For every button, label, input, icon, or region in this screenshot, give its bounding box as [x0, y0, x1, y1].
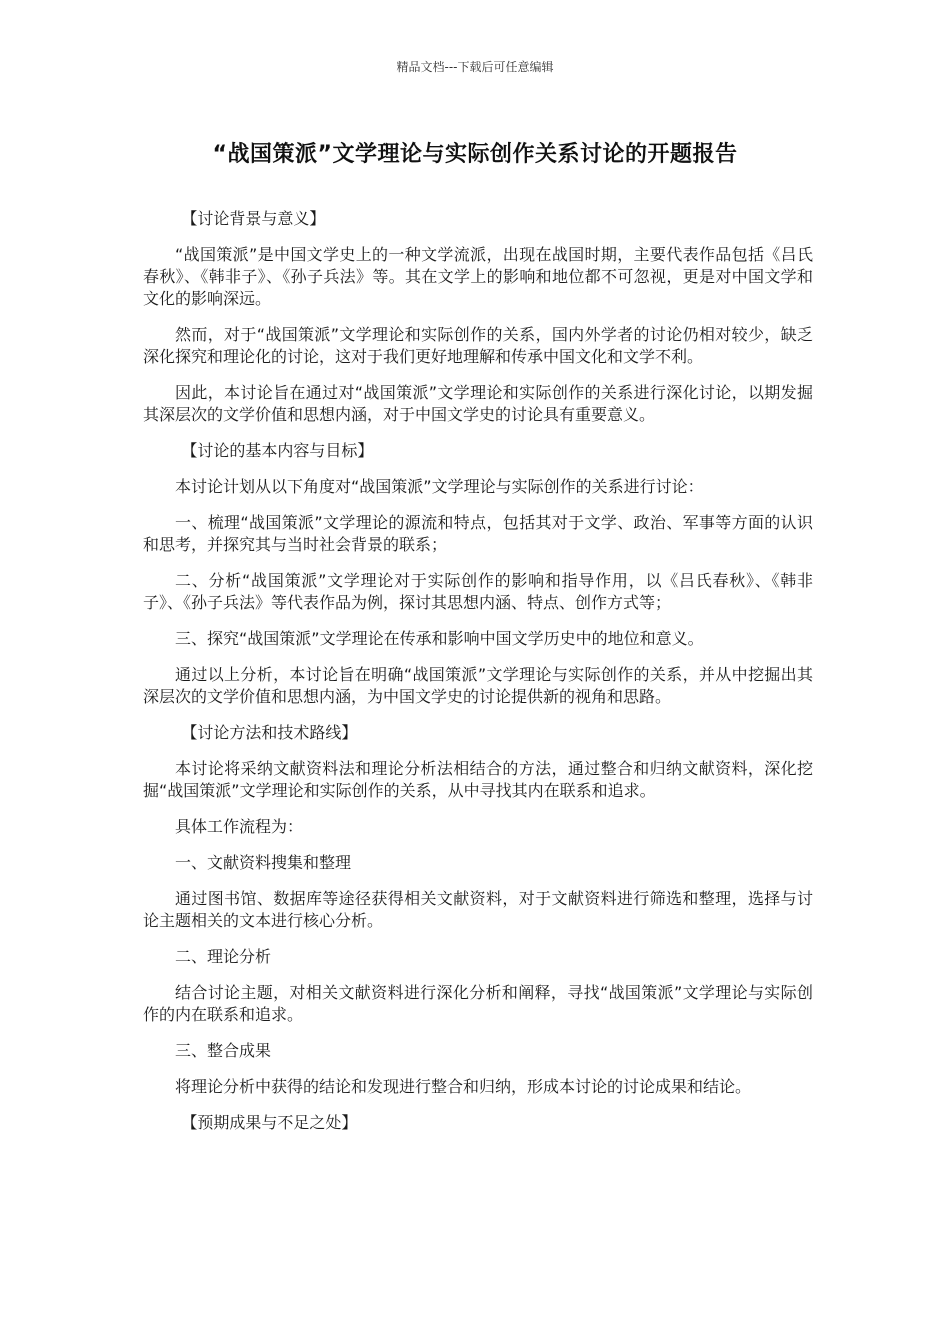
- paragraph: 通过以上分析，本讨论旨在明确“战国策派”文学理论与实际创作的关系，并从中挖掘出其深层次的文学价值和思想内涵，为中国文学史的讨论提供新的视角和思路。: [143, 665, 813, 706]
- paragraph: 因此，本讨论旨在通过对“战国策派”文学理论和实际创作的关系进行深化讨论，以期发掘其深层次的文学价值和思想内涵，对于中国文学史的讨论具有重要意义。: [143, 383, 813, 424]
- step-heading: 三、整合成果: [175, 1041, 272, 1060]
- document-title: “战国策派”文学理论与实际创作关系讨论的开题报告: [212, 142, 738, 167]
- section-heading-content-goals: 【讨论的基本内容与目标】: [181, 441, 374, 460]
- paragraph: 通过图书馆、数据库等途径获得相关文献资料，对于文献资料进行筛选和整理，选择与讨论主题相关的文本进行核心分析。: [143, 889, 813, 930]
- step-heading: 一、文献资料搜集和整理: [175, 853, 352, 872]
- paragraph: 结合讨论主题，对相关文献资料进行深化分析和阐释，寻找“战国策派”文学理论与实际创作的内在联系和追求。: [143, 983, 813, 1024]
- paragraph: “战国策派”是中国文学史上的一种文学流派，出现在战国时期，主要代表作品包括《吕氏春秋》、《韩非子》、《孙子兵法》等。其在文学上的影响和地位都不可忽视，更是对中国文学和文化的影响深远。: [143, 245, 813, 308]
- document-body: [143, 208, 813, 1148]
- page-header-note: 精品文档---下载后可任意编辑: [396, 60, 554, 74]
- list-item: 二、分析“战国策派”文学理论对于实际创作的影响和指导作用，以《吕氏春秋》、《韩非子》、《孙子兵法》等代表作品为例，探讨其思想内涵、特点、创作方式等；: [143, 571, 813, 612]
- list-item: 一、梳理“战国策派”文学理论的源流和特点，包括其对于文学、政治、军事等方面的认识和思考，并探究其与当时社会背景的联系；: [143, 513, 813, 554]
- paragraph: 将理论分析中获得的结论和发现进行整合和归纳，形成本讨论的讨论成果和结论。: [175, 1077, 752, 1096]
- list-item: 三、探究“战国策派”文学理论在传承和影响中国文学历史中的地位和意义。: [175, 629, 704, 648]
- paragraph: 然而，对于“战国策派”文学理论和实际创作的关系，国内外学者的讨论仍相对较少，缺乏深化探究和理论化的讨论，这对于我们更好地理解和传承中国文化和文学不利。: [143, 325, 813, 366]
- section-heading-background: 【讨论背景与意义】: [181, 209, 326, 228]
- step-heading: 二、理论分析: [175, 947, 272, 966]
- section-heading-expected-results: 【预期成果与不足之处】: [181, 1113, 358, 1132]
- section-heading-method: 【讨论方法和技术路线】: [181, 723, 358, 742]
- paragraph: 具体工作流程为：: [175, 817, 304, 836]
- paragraph: 本讨论计划从以下角度对“战国策派”文学理论与实际创作的关系进行讨论：: [175, 477, 704, 496]
- paragraph: 本讨论将采纳文献资料法和理论分析法相结合的方法，通过整合和归纳文献资料，深化挖掘“战国策派”文学理论和实际创作的关系，从中寻找其内在联系和追求。: [143, 759, 813, 800]
